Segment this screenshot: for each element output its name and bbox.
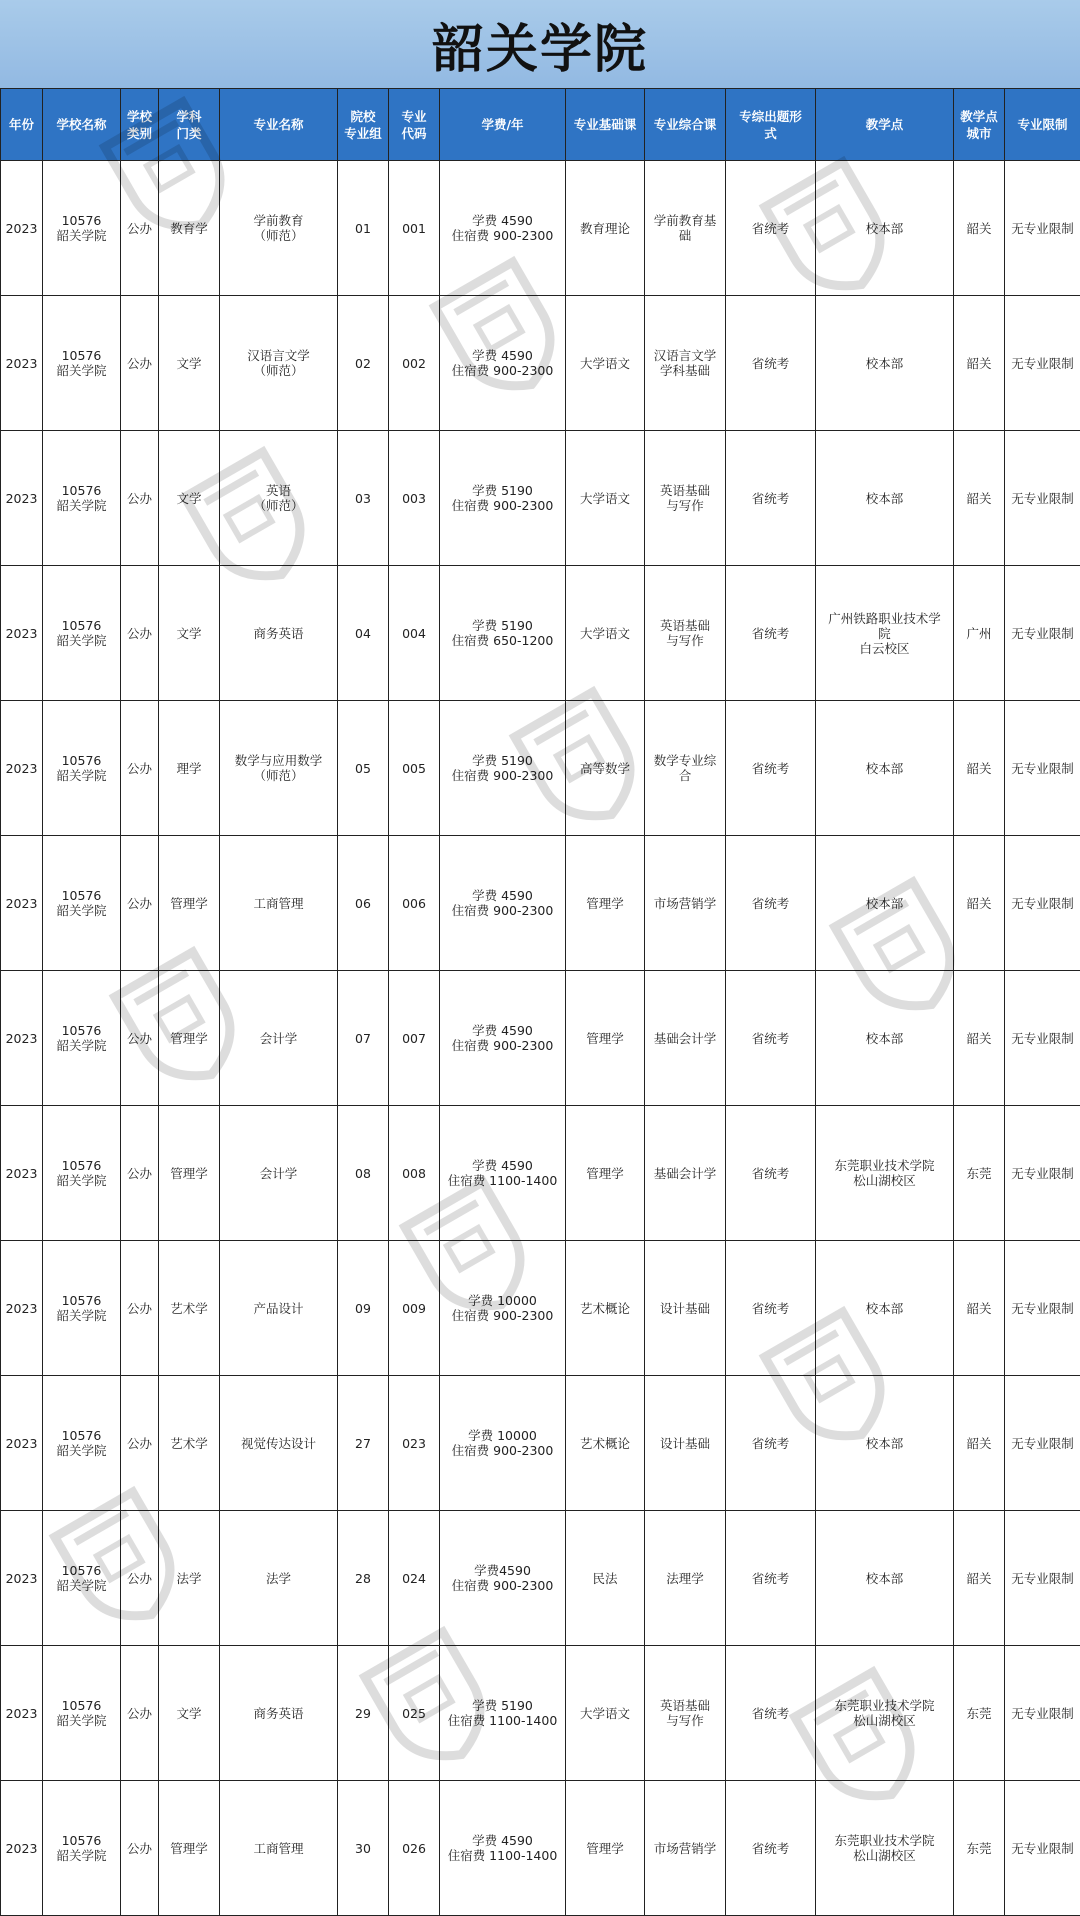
page-title: 韶关学院 bbox=[432, 7, 648, 82]
cell-major-restriction: 无专业限制 bbox=[1005, 296, 1080, 431]
cell-comprehensive-course: 数学专业综 合 bbox=[645, 701, 726, 836]
cell-year: 2023 bbox=[1, 566, 43, 701]
cell-teaching-site: 校本部 bbox=[816, 296, 954, 431]
cell-major-code: 002 bbox=[389, 296, 440, 431]
cell-basic-course: 大学语文 bbox=[566, 566, 645, 701]
cell-year: 2023 bbox=[1, 1376, 43, 1511]
cell-discipline: 管理学 bbox=[159, 1781, 220, 1916]
cell-basic-course: 艺术概论 bbox=[566, 1241, 645, 1376]
cell-school-type: 公办 bbox=[121, 1241, 159, 1376]
cell-major-restriction: 无专业限制 bbox=[1005, 566, 1080, 701]
cell-school-name: 10576 韶关学院 bbox=[43, 701, 121, 836]
col-header-tuition: 学费/年 bbox=[440, 89, 566, 161]
cell-tuition: 学费 5190 住宿费 900-2300 bbox=[440, 431, 566, 566]
cell-major-name: 学前教育 （师范） bbox=[220, 161, 338, 296]
cell-school-type: 公办 bbox=[121, 701, 159, 836]
cell-year: 2023 bbox=[1, 161, 43, 296]
cell-teaching-city: 韶关 bbox=[954, 431, 1005, 566]
cell-major-code: 006 bbox=[389, 836, 440, 971]
col-header-exam-format: 专综出题形 式 bbox=[726, 89, 816, 161]
cell-school-type: 公办 bbox=[121, 1646, 159, 1781]
col-header-major-code: 专业 代码 bbox=[389, 89, 440, 161]
cell-major-group: 03 bbox=[338, 431, 389, 566]
cell-tuition: 学费 5190 住宿费 650-1200 bbox=[440, 566, 566, 701]
cell-teaching-city: 广州 bbox=[954, 566, 1005, 701]
col-header-year: 年份 bbox=[1, 89, 43, 161]
cell-school-type: 公办 bbox=[121, 836, 159, 971]
cell-major-code: 024 bbox=[389, 1511, 440, 1646]
cell-school-type: 公办 bbox=[121, 1511, 159, 1646]
cell-major-name: 法学 bbox=[220, 1511, 338, 1646]
cell-tuition: 学费 4590 住宿费 900-2300 bbox=[440, 161, 566, 296]
cell-basic-course: 大学语文 bbox=[566, 296, 645, 431]
cell-comprehensive-course: 英语基础 与写作 bbox=[645, 431, 726, 566]
cell-major-group: 09 bbox=[338, 1241, 389, 1376]
cell-year: 2023 bbox=[1, 701, 43, 836]
cell-major-code: 025 bbox=[389, 1646, 440, 1781]
table-row bbox=[1, 1781, 1080, 1916]
cell-year: 2023 bbox=[1, 296, 43, 431]
table-row bbox=[1, 1376, 1080, 1511]
cell-school-name: 10576 韶关学院 bbox=[43, 1241, 121, 1376]
cell-school-name: 10576 韶关学院 bbox=[43, 431, 121, 566]
cell-major-code: 023 bbox=[389, 1376, 440, 1511]
cell-major-group: 27 bbox=[338, 1376, 389, 1511]
table-row bbox=[1, 1106, 1080, 1241]
cell-major-code: 003 bbox=[389, 431, 440, 566]
cell-school-type: 公办 bbox=[121, 566, 159, 701]
cell-tuition: 学费4590 住宿费 900-2300 bbox=[440, 1511, 566, 1646]
cell-teaching-city: 韶关 bbox=[954, 1511, 1005, 1646]
table-row bbox=[1, 296, 1080, 431]
cell-discipline: 艺术学 bbox=[159, 1241, 220, 1376]
col-header-school-name: 学校名称 bbox=[43, 89, 121, 161]
table-row bbox=[1, 1646, 1080, 1781]
cell-exam-format: 省统考 bbox=[726, 971, 816, 1106]
cell-major-group: 30 bbox=[338, 1781, 389, 1916]
cell-exam-format: 省统考 bbox=[726, 431, 816, 566]
cell-exam-format: 省统考 bbox=[726, 1106, 816, 1241]
cell-major-name: 产品设计 bbox=[220, 1241, 338, 1376]
cell-basic-course: 管理学 bbox=[566, 971, 645, 1106]
cell-major-group: 08 bbox=[338, 1106, 389, 1241]
cell-school-name: 10576 韶关学院 bbox=[43, 1511, 121, 1646]
cell-exam-format: 省统考 bbox=[726, 161, 816, 296]
cell-discipline: 文学 bbox=[159, 431, 220, 566]
cell-major-restriction: 无专业限制 bbox=[1005, 161, 1080, 296]
cell-school-type: 公办 bbox=[121, 1376, 159, 1511]
cell-teaching-city: 韶关 bbox=[954, 701, 1005, 836]
cell-comprehensive-course: 基础会计学 bbox=[645, 1106, 726, 1241]
cell-discipline: 艺术学 bbox=[159, 1376, 220, 1511]
cell-major-code: 007 bbox=[389, 971, 440, 1106]
cell-comprehensive-course: 法理学 bbox=[645, 1511, 726, 1646]
cell-major-code: 009 bbox=[389, 1241, 440, 1376]
cell-major-restriction: 无专业限制 bbox=[1005, 836, 1080, 971]
cell-school-type: 公办 bbox=[121, 296, 159, 431]
cell-tuition: 学费 5190 住宿费 1100-1400 bbox=[440, 1646, 566, 1781]
cell-school-type: 公办 bbox=[121, 1106, 159, 1241]
cell-comprehensive-course: 设计基础 bbox=[645, 1376, 726, 1511]
cell-discipline: 文学 bbox=[159, 566, 220, 701]
cell-major-code: 026 bbox=[389, 1781, 440, 1916]
cell-major-group: 06 bbox=[338, 836, 389, 971]
cell-school-type: 公办 bbox=[121, 971, 159, 1106]
title-bar bbox=[0, 0, 1080, 88]
cell-teaching-site: 校本部 bbox=[816, 1376, 954, 1511]
cell-major-restriction: 无专业限制 bbox=[1005, 971, 1080, 1106]
col-header-major-restriction: 专业限制 bbox=[1005, 89, 1080, 161]
cell-major-group: 05 bbox=[338, 701, 389, 836]
cell-tuition: 学费 4590 住宿费 900-2300 bbox=[440, 296, 566, 431]
cell-exam-format: 省统考 bbox=[726, 296, 816, 431]
col-header-teaching-site: 教学点 bbox=[816, 89, 954, 161]
cell-discipline: 管理学 bbox=[159, 971, 220, 1106]
cell-comprehensive-course: 市场营销学 bbox=[645, 1781, 726, 1916]
table-row bbox=[1, 161, 1080, 296]
cell-school-name: 10576 韶关学院 bbox=[43, 1646, 121, 1781]
cell-tuition: 学费 4590 住宿费 1100-1400 bbox=[440, 1781, 566, 1916]
cell-major-restriction: 无专业限制 bbox=[1005, 1106, 1080, 1241]
cell-major-restriction: 无专业限制 bbox=[1005, 1781, 1080, 1916]
cell-major-name: 商务英语 bbox=[220, 1646, 338, 1781]
cell-major-name: 工商管理 bbox=[220, 836, 338, 971]
cell-discipline: 文学 bbox=[159, 296, 220, 431]
cell-basic-course: 大学语文 bbox=[566, 431, 645, 566]
cell-comprehensive-course: 学前教育基 础 bbox=[645, 161, 726, 296]
cell-teaching-site: 校本部 bbox=[816, 1241, 954, 1376]
cell-basic-course: 民法 bbox=[566, 1511, 645, 1646]
cell-major-restriction: 无专业限制 bbox=[1005, 701, 1080, 836]
cell-major-code: 008 bbox=[389, 1106, 440, 1241]
cell-tuition: 学费 5190 住宿费 900-2300 bbox=[440, 701, 566, 836]
cell-major-group: 28 bbox=[338, 1511, 389, 1646]
col-header-comprehensive-course: 专业综合课 bbox=[645, 89, 726, 161]
cell-teaching-city: 东莞 bbox=[954, 1646, 1005, 1781]
cell-major-name: 商务英语 bbox=[220, 566, 338, 701]
cell-basic-course: 管理学 bbox=[566, 1106, 645, 1241]
cell-major-restriction: 无专业限制 bbox=[1005, 1646, 1080, 1781]
col-header-discipline: 学科 门类 bbox=[159, 89, 220, 161]
cell-teaching-site: 东莞职业技术学院 松山湖校区 bbox=[816, 1646, 954, 1781]
col-header-school-type: 学校 类别 bbox=[121, 89, 159, 161]
cell-exam-format: 省统考 bbox=[726, 1376, 816, 1511]
cell-major-restriction: 无专业限制 bbox=[1005, 431, 1080, 566]
cell-year: 2023 bbox=[1, 1241, 43, 1376]
cell-teaching-site: 东莞职业技术学院 松山湖校区 bbox=[816, 1106, 954, 1241]
cell-discipline: 管理学 bbox=[159, 836, 220, 971]
cell-major-name: 英语 （师范） bbox=[220, 431, 338, 566]
cell-basic-course: 管理学 bbox=[566, 836, 645, 971]
cell-teaching-site: 校本部 bbox=[816, 161, 954, 296]
cell-school-name: 10576 韶关学院 bbox=[43, 1106, 121, 1241]
cell-major-group: 04 bbox=[338, 566, 389, 701]
cell-teaching-city: 东莞 bbox=[954, 1106, 1005, 1241]
cell-teaching-site: 东莞职业技术学院 松山湖校区 bbox=[816, 1781, 954, 1916]
cell-major-name: 数学与应用数学 （师范） bbox=[220, 701, 338, 836]
table-row bbox=[1, 836, 1080, 971]
cell-major-restriction: 无专业限制 bbox=[1005, 1376, 1080, 1511]
cell-exam-format: 省统考 bbox=[726, 1241, 816, 1376]
cell-year: 2023 bbox=[1, 1646, 43, 1781]
cell-school-name: 10576 韶关学院 bbox=[43, 161, 121, 296]
table-header-row bbox=[1, 89, 1080, 161]
cell-teaching-site: 校本部 bbox=[816, 1511, 954, 1646]
cell-comprehensive-course: 英语基础 与写作 bbox=[645, 566, 726, 701]
col-header-basic-course: 专业基础课 bbox=[566, 89, 645, 161]
table-row bbox=[1, 1511, 1080, 1646]
cell-tuition: 学费 10000 住宿费 900-2300 bbox=[440, 1376, 566, 1511]
cell-comprehensive-course: 基础会计学 bbox=[645, 971, 726, 1106]
cell-basic-course: 高等数学 bbox=[566, 701, 645, 836]
cell-exam-format: 省统考 bbox=[726, 836, 816, 971]
cell-year: 2023 bbox=[1, 431, 43, 566]
cell-teaching-city: 韶关 bbox=[954, 971, 1005, 1106]
col-header-major-group: 院校 专业组 bbox=[338, 89, 389, 161]
cell-major-group: 29 bbox=[338, 1646, 389, 1781]
cell-tuition: 学费 4590 住宿费 1100-1400 bbox=[440, 1106, 566, 1241]
table-row bbox=[1, 971, 1080, 1106]
cell-teaching-site: 校本部 bbox=[816, 431, 954, 566]
cell-school-type: 公办 bbox=[121, 161, 159, 296]
cell-teaching-site: 校本部 bbox=[816, 701, 954, 836]
cell-major-group: 07 bbox=[338, 971, 389, 1106]
cell-major-name: 汉语言文学 （师范） bbox=[220, 296, 338, 431]
cell-year: 2023 bbox=[1, 1781, 43, 1916]
cell-major-name: 会计学 bbox=[220, 1106, 338, 1241]
cell-exam-format: 省统考 bbox=[726, 1781, 816, 1916]
cell-teaching-city: 韶关 bbox=[954, 296, 1005, 431]
cell-discipline: 文学 bbox=[159, 1646, 220, 1781]
cell-school-name: 10576 韶关学院 bbox=[43, 566, 121, 701]
col-header-teaching-city: 教学点 城市 bbox=[954, 89, 1005, 161]
cell-major-name: 会计学 bbox=[220, 971, 338, 1106]
cell-teaching-city: 韶关 bbox=[954, 161, 1005, 296]
cell-teaching-city: 东莞 bbox=[954, 1781, 1005, 1916]
cell-major-code: 004 bbox=[389, 566, 440, 701]
cell-discipline: 法学 bbox=[159, 1511, 220, 1646]
cell-year: 2023 bbox=[1, 971, 43, 1106]
cell-discipline: 管理学 bbox=[159, 1106, 220, 1241]
cell-major-name: 工商管理 bbox=[220, 1781, 338, 1916]
admissions-table bbox=[0, 88, 1080, 1916]
cell-major-code: 001 bbox=[389, 161, 440, 296]
cell-exam-format: 省统考 bbox=[726, 1646, 816, 1781]
cell-school-name: 10576 韶关学院 bbox=[43, 1781, 121, 1916]
cell-tuition: 学费 4590 住宿费 900-2300 bbox=[440, 971, 566, 1106]
cell-comprehensive-course: 设计基础 bbox=[645, 1241, 726, 1376]
cell-major-code: 005 bbox=[389, 701, 440, 836]
cell-teaching-city: 韶关 bbox=[954, 1376, 1005, 1511]
col-header-major-name: 专业名称 bbox=[220, 89, 338, 161]
cell-discipline: 教育学 bbox=[159, 161, 220, 296]
cell-major-restriction: 无专业限制 bbox=[1005, 1241, 1080, 1376]
cell-school-name: 10576 韶关学院 bbox=[43, 1376, 121, 1511]
cell-major-group: 02 bbox=[338, 296, 389, 431]
table-row bbox=[1, 566, 1080, 701]
cell-teaching-city: 韶关 bbox=[954, 836, 1005, 971]
table-row bbox=[1, 1241, 1080, 1376]
cell-year: 2023 bbox=[1, 1511, 43, 1646]
cell-exam-format: 省统考 bbox=[726, 1511, 816, 1646]
table-row bbox=[1, 701, 1080, 836]
cell-basic-course: 大学语文 bbox=[566, 1646, 645, 1781]
cell-basic-course: 教育理论 bbox=[566, 161, 645, 296]
cell-major-name: 视觉传达设计 bbox=[220, 1376, 338, 1511]
cell-teaching-city: 韶关 bbox=[954, 1241, 1005, 1376]
cell-comprehensive-course: 市场营销学 bbox=[645, 836, 726, 971]
cell-basic-course: 艺术概论 bbox=[566, 1376, 645, 1511]
cell-teaching-site: 校本部 bbox=[816, 836, 954, 971]
table-row bbox=[1, 431, 1080, 566]
cell-comprehensive-course: 汉语言文学 学科基础 bbox=[645, 296, 726, 431]
cell-teaching-site: 校本部 bbox=[816, 971, 954, 1106]
cell-basic-course: 管理学 bbox=[566, 1781, 645, 1916]
cell-major-group: 01 bbox=[338, 161, 389, 296]
cell-discipline: 理学 bbox=[159, 701, 220, 836]
cell-year: 2023 bbox=[1, 1106, 43, 1241]
cell-school-type: 公办 bbox=[121, 1781, 159, 1916]
cell-teaching-site: 广州铁路职业技术学 院 白云校区 bbox=[816, 566, 954, 701]
cell-year: 2023 bbox=[1, 836, 43, 971]
cell-school-name: 10576 韶关学院 bbox=[43, 971, 121, 1106]
cell-tuition: 学费 4590 住宿费 900-2300 bbox=[440, 836, 566, 971]
cell-school-name: 10576 韶关学院 bbox=[43, 836, 121, 971]
cell-school-name: 10576 韶关学院 bbox=[43, 296, 121, 431]
cell-tuition: 学费 10000 住宿费 900-2300 bbox=[440, 1241, 566, 1376]
cell-school-type: 公办 bbox=[121, 431, 159, 566]
cell-comprehensive-course: 英语基础 与写作 bbox=[645, 1646, 726, 1781]
cell-exam-format: 省统考 bbox=[726, 566, 816, 701]
cell-exam-format: 省统考 bbox=[726, 701, 816, 836]
cell-major-restriction: 无专业限制 bbox=[1005, 1511, 1080, 1646]
